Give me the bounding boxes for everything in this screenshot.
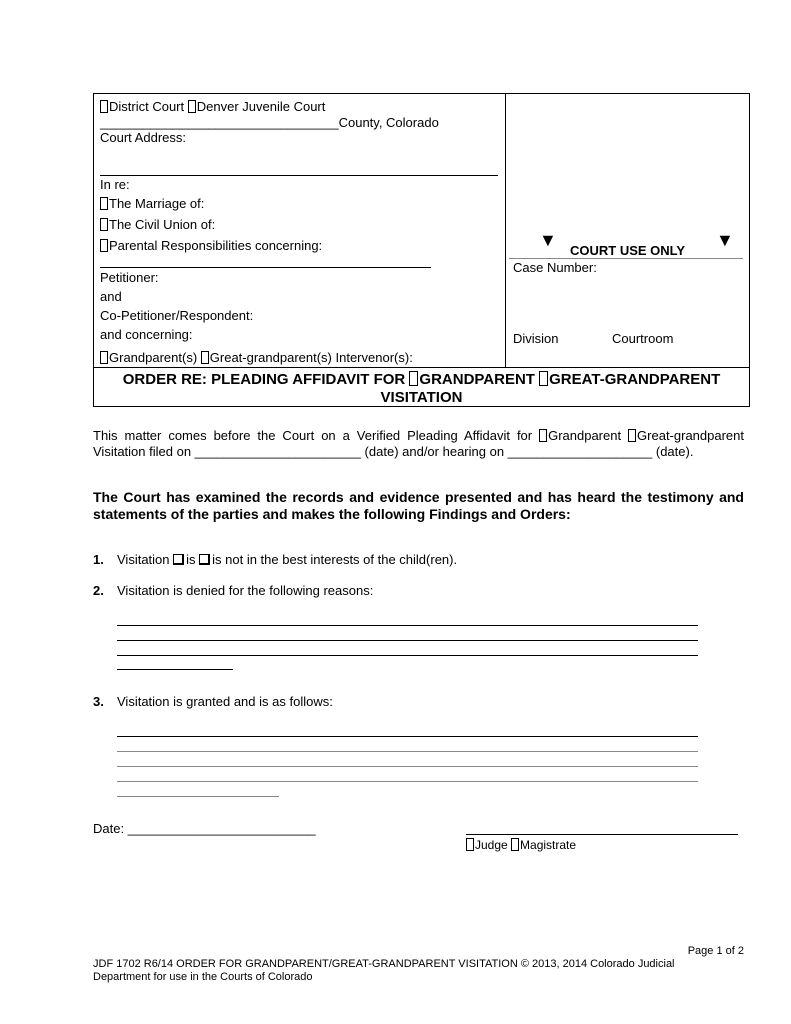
intro-grandparent-checkbox[interactable] xyxy=(539,429,547,442)
signer-role-row xyxy=(466,838,576,852)
civil-union-row xyxy=(100,217,215,232)
co-petitioner-label: Co-Petitioner/Respondent: xyxy=(100,308,254,323)
denver-juvenile-court-label: Denver Juvenile Court xyxy=(196,99,326,114)
visitation-is-not-checkbox[interactable] xyxy=(199,554,210,565)
denied-reason-line-1[interactable] xyxy=(117,625,698,626)
caption-box-divider xyxy=(505,93,506,367)
title-grandparent-checkbox[interactable] xyxy=(409,371,418,386)
court-use-divider xyxy=(509,258,743,259)
footer-line2: Department for use in the Courts of Colorado xyxy=(93,971,313,983)
marriage-row xyxy=(100,196,204,211)
item-3-text: Visitation is granted and is as follows: xyxy=(117,694,333,709)
footer-line1: JDF 1702 R6/14 ORDER FOR GRANDPARENT/GREAT-GRANDPARENT VISITATION © 2013, 2014 Colorado Judicial xyxy=(93,958,675,970)
court-use-only-label: COURT USE ONLY xyxy=(570,243,686,258)
granted-line-1[interactable] xyxy=(117,736,698,737)
petitioner-label: Petitioner: xyxy=(100,270,159,285)
parental-responsibilities-label: Parental Responsibilities concerning: xyxy=(109,238,323,253)
order-title-line2: VISITATION xyxy=(380,389,463,406)
division-label: Division xyxy=(513,331,559,346)
granted-line-5[interactable] xyxy=(117,796,279,797)
judge-checkbox[interactable] xyxy=(466,838,474,851)
intro-line1 xyxy=(93,428,744,443)
findings-line2: statements of the parties and makes the following Findings and Orders: xyxy=(93,506,571,522)
great-grandparents-label: Great-grandparent(s) Intervenor(s): xyxy=(209,350,413,365)
civil-union-checkbox[interactable] xyxy=(100,218,108,231)
item-1-is-not: is not in the best interests of the child(ren). xyxy=(212,552,458,567)
denied-reason-line-4[interactable] xyxy=(117,669,233,670)
in-re-label: In re: xyxy=(100,177,130,192)
and-label: and xyxy=(100,289,122,304)
denied-reason-line-2[interactable] xyxy=(117,640,698,641)
parental-responsibilities-checkbox[interactable] xyxy=(100,239,108,252)
intro-grandparent-label: Grandparent xyxy=(548,428,629,443)
intro-great-grandparent-checkbox[interactable] xyxy=(628,429,636,442)
date-field[interactable]: Date: __________________________ xyxy=(93,821,316,836)
granted-line-3[interactable] xyxy=(117,766,698,767)
intro-line2: Visitation filed on _______________________ (date) and/or hearing on ____________________ (date). xyxy=(93,444,694,459)
arrow-down-icon-left: ▼ xyxy=(539,230,557,250)
civil-union-label: The Civil Union of: xyxy=(109,217,216,232)
item-1-number: 1. xyxy=(93,552,104,567)
magistrate-label: Magistrate xyxy=(520,838,577,852)
granted-line-4[interactable] xyxy=(117,781,698,782)
title-great-grandparent-checkbox[interactable] xyxy=(539,371,548,386)
marriage-label: The Marriage of: xyxy=(109,196,205,211)
signature-line[interactable] xyxy=(466,834,738,835)
visitation-is-checkbox[interactable] xyxy=(173,554,184,565)
intro-text: This matter comes before the Court on a Verified Pleading Affidavit for xyxy=(93,428,540,443)
grandparents-label: Grandparent(s) xyxy=(109,350,198,365)
intro-great-grandparent-label: Great-grandparent xyxy=(637,428,744,443)
item-3-number: 3. xyxy=(93,694,104,709)
denied-reason-line-3[interactable] xyxy=(117,655,698,656)
court-type-row xyxy=(100,99,325,114)
order-title-great-grandparent: GREAT-GRANDPARENT xyxy=(549,371,721,388)
case-number-label: Case Number: xyxy=(513,260,597,275)
courtroom-label: Courtroom xyxy=(612,331,674,346)
findings-line1: The Court has examined the records and evidence presented and has heard the testimony and xyxy=(93,489,744,505)
county-line: _________________________________County, Colorado xyxy=(100,115,439,130)
item-1-text: Visitation xyxy=(117,552,174,567)
magistrate-checkbox[interactable] xyxy=(511,838,519,851)
district-court-checkbox[interactable] xyxy=(100,100,108,113)
footer-text xyxy=(93,958,744,984)
order-title-grandparent: GRANDPARENT xyxy=(419,371,540,388)
order-title xyxy=(93,367,750,407)
great-grandparents-checkbox[interactable] xyxy=(201,351,209,364)
findings-statement xyxy=(93,489,744,523)
granted-line-2[interactable] xyxy=(117,751,698,752)
item-1 xyxy=(93,552,457,567)
court-address-label: Court Address: xyxy=(100,130,186,145)
denver-juvenile-court-checkbox[interactable] xyxy=(188,100,196,113)
party-name-line xyxy=(100,267,431,268)
item-2-text: Visitation is denied for the following reasons: xyxy=(117,583,374,598)
grandparents-checkbox[interactable] xyxy=(100,351,108,364)
intervenor-row xyxy=(100,350,413,365)
item-2-number: 2. xyxy=(93,583,104,598)
marriage-checkbox[interactable] xyxy=(100,197,108,210)
item-2 xyxy=(93,583,373,598)
page-number: Page 1 of 2 xyxy=(687,945,744,957)
judge-label: Judge xyxy=(475,838,512,852)
and-concerning-label: and concerning: xyxy=(100,327,193,342)
order-title-part1: ORDER RE: PLEADING AFFIDAVIT FOR xyxy=(122,371,410,388)
item-3 xyxy=(93,694,333,709)
court-address-line xyxy=(100,175,498,176)
district-court-label: District Court xyxy=(109,99,185,114)
arrow-down-icon-right: ▼ xyxy=(716,230,734,250)
item-1-is: is xyxy=(186,552,200,567)
parental-responsibilities-row xyxy=(100,238,322,253)
